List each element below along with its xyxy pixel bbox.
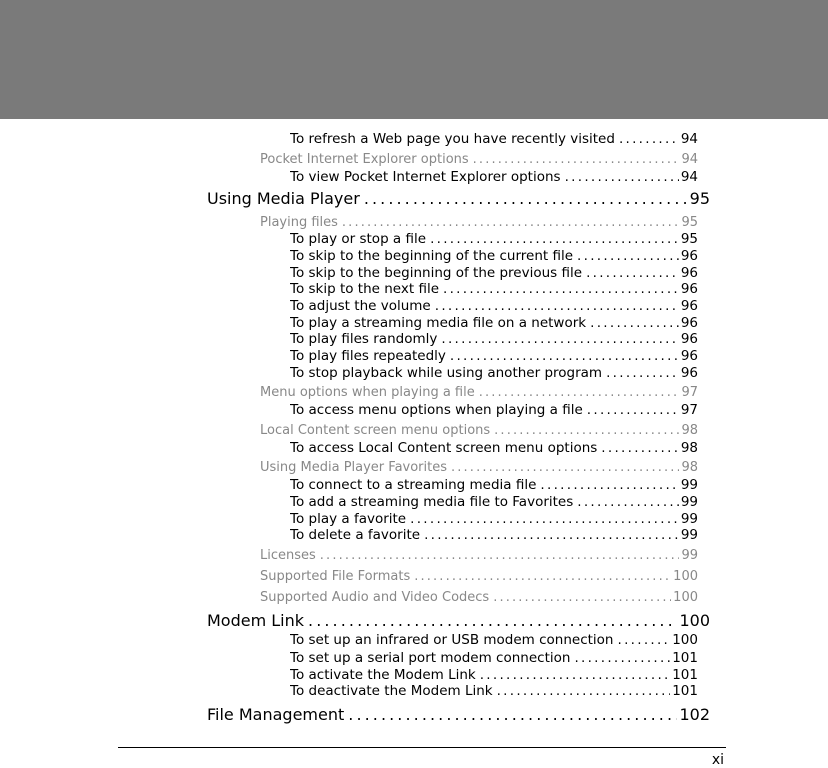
toc-entry-page: 96 (680, 331, 698, 347)
toc-entry (290, 650, 698, 666)
toc-dot-leader (364, 189, 688, 208)
toc-entry-title: To skip to the next file (290, 281, 440, 297)
toc-entry (207, 189, 710, 208)
toc-entry-page: 100 (673, 590, 698, 605)
toc-entry (290, 315, 698, 331)
toc-entry (260, 590, 698, 605)
toc-entry (290, 667, 698, 683)
toc-entry-page: 96 (680, 281, 698, 297)
toc-entry-title: To deactivate the Modem Link (290, 683, 493, 699)
toc-dot-leader (479, 385, 680, 400)
toc-dot-leader (606, 365, 679, 381)
toc-entry-page: 101 (672, 683, 698, 699)
toc-entry-title: Licenses (260, 548, 316, 563)
toc-entry-title: To access Local Content screen menu options (290, 440, 598, 456)
toc-dot-leader (308, 611, 677, 630)
header-band (0, 0, 828, 119)
toc-entry-title: To skip to the beginning of the current file (290, 248, 574, 264)
toc-dot-leader (451, 460, 679, 475)
toc-dot-leader (540, 477, 678, 493)
footer-rule (118, 747, 726, 748)
toc-entry-page: 100 (672, 632, 698, 648)
toc-entry (290, 248, 698, 264)
toc-entry (290, 683, 698, 699)
toc-dot-leader (348, 705, 677, 724)
page-number: xi (711, 752, 724, 768)
toc-dot-leader (435, 298, 679, 314)
toc-entry-title: Supported File Formats (260, 569, 411, 584)
toc-entry-page: 96 (680, 348, 698, 364)
toc-dot-leader (430, 231, 679, 247)
toc-entry-page: 95 (680, 231, 698, 247)
toc-entry-title: To play or stop a file (290, 231, 427, 247)
toc-dot-leader (601, 440, 679, 456)
toc-entry-title: Menu options when playing a file (260, 385, 475, 400)
toc-entry-title: To view Pocket Internet Explorer options (290, 169, 561, 185)
toc-entry (290, 131, 698, 147)
toc-entry-page: 96 (680, 265, 698, 281)
toc-entry-page: 95 (689, 189, 710, 208)
toc-entry-title: To play files repeatedly (290, 348, 446, 364)
toc-entry-page: 97 (680, 402, 698, 418)
toc-dot-leader (493, 590, 671, 605)
toc-entry (260, 548, 698, 563)
toc-entry-title: To refresh a Web page you have recently visited (290, 131, 615, 147)
toc-entry-title: To skip to the beginning of the previous file (290, 265, 583, 281)
toc-entry (290, 477, 698, 493)
toc-dot-leader (441, 331, 678, 347)
toc-entry (290, 527, 698, 543)
toc-entry-page: 102 (679, 705, 710, 724)
toc-entry-page: 96 (680, 298, 698, 314)
toc-entry (260, 385, 698, 400)
toc-entry-title: Modem Link (207, 611, 305, 630)
toc-dot-leader (574, 650, 670, 666)
toc-entry (290, 231, 698, 247)
toc-dot-leader (577, 494, 679, 510)
toc-entry (290, 265, 698, 281)
toc-entry-page: 101 (672, 650, 698, 666)
toc-entry-title: To set up an infrared or USB modem connection (290, 632, 614, 648)
toc-entry-page: 100 (679, 611, 710, 630)
toc-entry (290, 402, 698, 418)
toc-dot-leader (410, 511, 679, 527)
toc-dot-leader (414, 569, 671, 584)
toc-dot-leader (443, 281, 679, 297)
toc-entry-title: Using Media Player Favorites (260, 460, 448, 475)
toc-dot-leader (586, 265, 679, 281)
toc-entry (290, 365, 698, 381)
toc-dot-leader (587, 402, 679, 418)
toc-entry-page: 94 (680, 169, 698, 185)
toc-entry (290, 281, 698, 297)
toc-entry-title: To activate the Modem Link (290, 667, 476, 683)
toc-entry (207, 705, 710, 724)
toc-entry-title: Using Media Player (207, 189, 360, 208)
toc-entry-page: 99 (680, 511, 698, 527)
toc-entry (260, 423, 698, 438)
toc-entry-page: 99 (680, 527, 698, 543)
toc-entry-title: To set up a serial port modem connection (290, 650, 571, 666)
toc-dot-leader (450, 348, 679, 364)
toc-entry-title: Pocket Internet Explorer options (260, 152, 469, 167)
toc-entry-title: To stop playback while using another program (290, 365, 603, 381)
toc-dot-leader (565, 169, 679, 185)
toc-dot-leader (590, 315, 679, 331)
toc-entry-page: 94 (681, 152, 698, 167)
toc-entry-page: 98 (681, 423, 698, 438)
toc-entry-page: 96 (680, 248, 698, 264)
toc-entry (290, 298, 698, 314)
toc-entry-title: File Management (207, 705, 345, 724)
toc-entry-page: 96 (680, 365, 698, 381)
toc-dot-leader (473, 152, 680, 167)
toc-entry-title: To play a streaming media file on a network (290, 315, 587, 331)
toc-entry-page: 98 (681, 460, 698, 475)
toc-entry-title: To access menu options when playing a file (290, 402, 583, 418)
toc-entry-page: 98 (680, 440, 698, 456)
toc-entry (290, 494, 698, 510)
toc-entry-page: 100 (673, 569, 698, 584)
toc-entry (290, 511, 698, 527)
toc-entry-page: 94 (680, 131, 698, 147)
toc-dot-leader (320, 548, 680, 563)
toc-entry-page: 97 (681, 385, 698, 400)
toc-entry-page: 96 (680, 315, 698, 331)
toc-entry (290, 169, 698, 185)
toc-entry-title: To play a favorite (290, 511, 407, 527)
toc-dot-leader (342, 215, 680, 230)
toc-dot-leader (494, 423, 679, 438)
toc-entry-page: 99 (680, 477, 698, 493)
toc-entry-title: To adjust the volume (290, 298, 431, 314)
toc-entry-page: 101 (672, 667, 698, 683)
toc-entry-title: Playing files (260, 215, 338, 230)
toc-entry-title: To play files randomly (290, 331, 438, 347)
toc-entry (260, 569, 698, 584)
toc-entry-title: To delete a favorite (290, 527, 421, 543)
toc-entry-page: 95 (681, 215, 698, 230)
toc-entry-title: To connect to a streaming media file (290, 477, 537, 493)
toc-entry (260, 152, 698, 167)
toc-entry (290, 632, 698, 648)
toc-dot-leader (497, 683, 671, 699)
toc-entry-title: Local Content screen menu options (260, 423, 491, 438)
toc-entry-page: 99 (681, 548, 698, 563)
toc-dot-leader (577, 248, 679, 264)
toc-entry (290, 440, 698, 456)
toc-entry-title: To add a streaming media file to Favorites (290, 494, 574, 510)
toc-entry (260, 460, 698, 475)
toc-entry (290, 348, 698, 364)
toc-dot-leader (424, 527, 679, 543)
toc-dot-leader (619, 131, 679, 147)
toc-dot-leader (617, 632, 670, 648)
toc-dot-leader (480, 667, 671, 683)
toc-entry-page: 99 (680, 494, 698, 510)
toc-entry-title: Supported Audio and Video Codecs (260, 590, 490, 605)
toc-entry (290, 331, 698, 347)
toc-entry (207, 611, 710, 630)
toc-entry (260, 215, 698, 230)
